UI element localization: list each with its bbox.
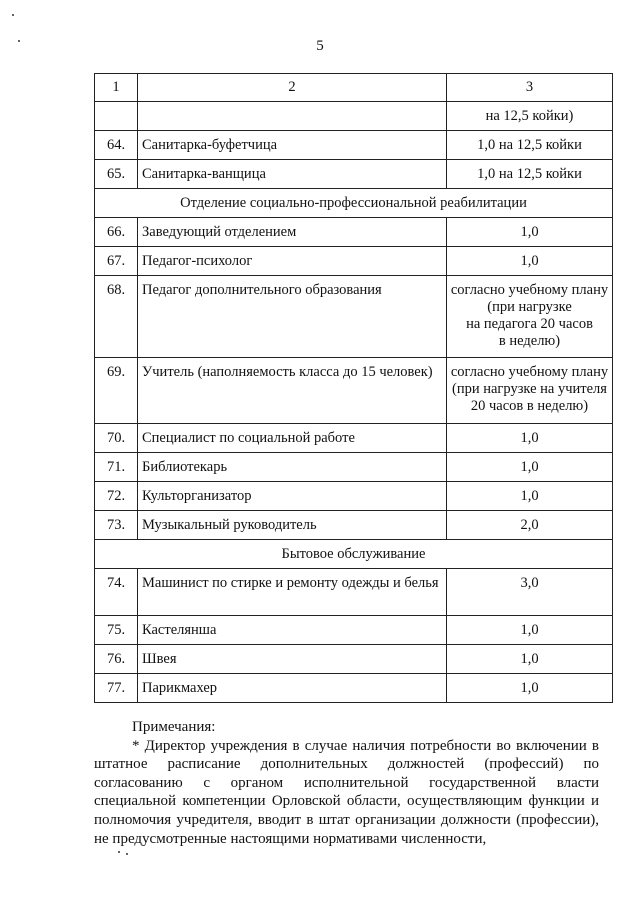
row-number: 66. [95,218,138,247]
row-value: 3,0 [447,569,613,616]
row-position: Учитель (наполняемость класса до 15 человек) [138,358,447,424]
section-heading: Бытовое обслуживание [95,540,613,569]
page-number: 5 [316,38,324,54]
row-position: Швея [138,645,447,674]
header-col-2: 2 [138,74,447,102]
row-value: 1,0 [447,616,613,645]
row-position: Педагог дополнительного образования [138,276,447,358]
row-value: 1,0 [447,674,613,703]
row-number: 69. [95,358,138,424]
value-line: (при нагрузке [487,299,572,315]
value-line: согласно учебному плану [450,282,609,298]
table-cell [138,102,447,131]
notes-block [94,718,599,848]
row-position: Культорганизатор [138,482,447,511]
table-row [95,616,613,645]
row-number: 68. [95,276,138,358]
row-position: Музыкальный руководитель [138,511,447,540]
notes-text: * Директор учреждения в случае наличия потребности во включении в штатное расписание дополнительных должностей (профессий) по согласованию с органом исполнительной государственной власти специальной компетенции Орловской области, осуществляющим функции и полномочия учредителя, вводит в штат организации должности (профессии), не предусмотренные настоящими нормативами численности, [94,737,599,847]
table-row [95,276,613,358]
header-col-3: 3 [447,74,613,102]
table-row [95,453,613,482]
row-number: 65. [95,160,138,189]
row-position: Санитарка-буфетчица [138,131,447,160]
section-row [95,189,613,218]
row-number: 75. [95,616,138,645]
row-position: Парикмахер [138,674,447,703]
row-value-multiline [447,358,613,424]
scan-speck [118,851,120,853]
table-row [95,160,613,189]
row-number: 71. [95,453,138,482]
value-line: на педагога 20 часов [466,316,593,332]
table-row [95,218,613,247]
row-number: 64. [95,131,138,160]
row-position: Кастелянша [138,616,447,645]
staffing-table [94,73,613,703]
row-value-multiline [447,276,613,358]
row-value: 1,0 [447,453,613,482]
value-line: (при нагрузке на учителя [452,381,607,397]
row-value: 2,0 [447,511,613,540]
table-row [95,645,613,674]
row-number: 73. [95,511,138,540]
row-position: Специалист по социальной работе [138,424,447,453]
notes-title: Примечания: [132,719,216,735]
table-row [95,358,613,424]
table-row [95,247,613,276]
row-number: 67. [95,247,138,276]
scan-speck [126,853,128,855]
value-line: 20 часов в неделю) [470,398,589,414]
row-value: на 12,5 койки) [447,102,613,131]
row-value: 1,0 на 12,5 койки [447,131,613,160]
table-cell [95,102,138,131]
row-number: 72. [95,482,138,511]
row-position: Педагог-психолог [138,247,447,276]
row-number: 76. [95,645,138,674]
row-number: 74. [95,569,138,616]
value-line: в неделю) [498,333,561,349]
continuation-row [95,102,613,131]
row-position: Заведующий отделением [138,218,447,247]
table-row [95,131,613,160]
table-row [95,511,613,540]
row-value: 1,0 на 12,5 койки [447,160,613,189]
value-line: согласно учебному плану [450,364,609,380]
row-value: 1,0 [447,424,613,453]
section-heading: Отделение социально-профессиональной реабилитации [95,189,613,218]
section-row [95,540,613,569]
table-row [95,482,613,511]
scan-speck [12,14,14,16]
row-position: Санитарка-ванщица [138,160,447,189]
header-col-1: 1 [95,74,138,102]
row-number: 70. [95,424,138,453]
table-row [95,674,613,703]
row-position: Машинист по стирке и ремонту одежды и белья [138,569,447,616]
table-header-row [95,74,613,102]
row-value: 1,0 [447,218,613,247]
row-value: 1,0 [447,645,613,674]
row-value: 1,0 [447,247,613,276]
row-number: 77. [95,674,138,703]
table-row [95,424,613,453]
row-value: 1,0 [447,482,613,511]
row-position: Библиотекарь [138,453,447,482]
table-row [95,569,613,616]
